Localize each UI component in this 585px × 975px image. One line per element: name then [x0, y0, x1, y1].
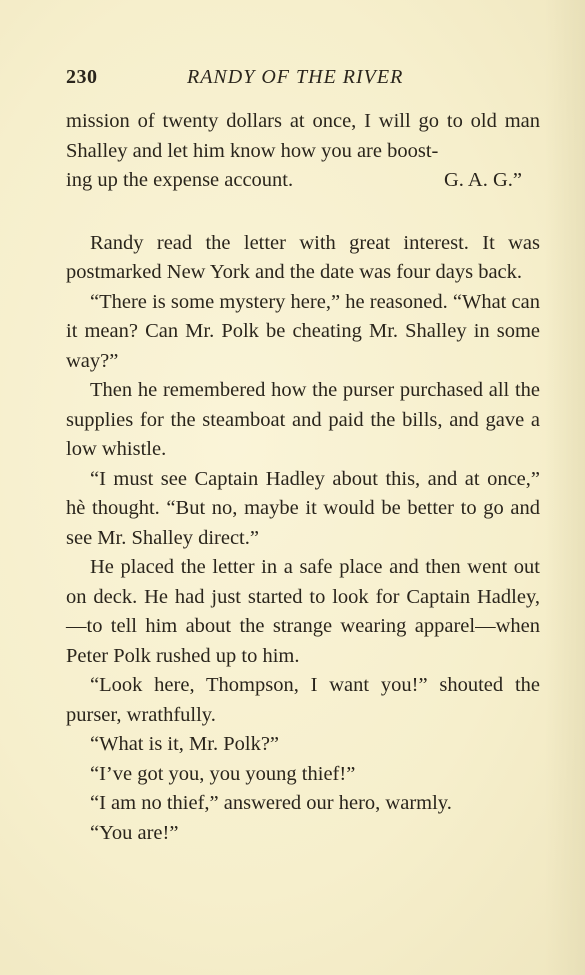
- page-header: [66, 66, 540, 94]
- paragraph: “I must see Captain Hadley about this, and at once,” hè thought. “But no, maybe it would be better to go and see Mr. Shalley direct.”: [66, 467, 540, 549]
- paragraph: “There is some mystery here,” he reasoned. “What can it mean? Can Mr. Polk be cheating Mr. Shalley in some way?”: [66, 290, 540, 372]
- paragraph: “I am no thief,” answered our hero, warmly.: [90, 792, 452, 814]
- letter-continuation: mission of twenty dollars at once, I will go to old man Shalley and let him know how you are boost-: [66, 110, 540, 162]
- letter-closing-text: ing up the expense account.: [66, 169, 294, 191]
- running-head: RANDY OF THE RIVER: [187, 66, 404, 88]
- body-text: [66, 107, 540, 848]
- paragraph: He placed the letter in a safe place and then went out on deck. He had just started to look for Captain Hadley,—to tell him about the strange wearing apparel—when Peter Polk rushed up to him.: [66, 556, 540, 667]
- page-edge-shading: [545, 0, 585, 975]
- letter-closing-line: [66, 166, 540, 196]
- letter-signature: G. A. G.”: [443, 169, 522, 191]
- page-number: 230: [66, 66, 98, 88]
- section-gap: [66, 196, 540, 229]
- paragraph: “You are!”: [90, 821, 179, 844]
- paragraph: “I’ve got you, you young thief!”: [90, 762, 356, 785]
- paragraph: Then he remembered how the purser purchased all the supplies for the steamboat and paid the bills, and gave a low whistle.: [66, 379, 540, 460]
- paragraph: Randy read the letter with great interest. It was postmarked New York and the date was four days back.: [66, 231, 540, 283]
- paragraph: “Look here, Thompson, I want you!” shouted the purser, wrathfully.: [66, 674, 540, 726]
- paragraph: “What is it, Mr. Polk?”: [90, 733, 280, 755]
